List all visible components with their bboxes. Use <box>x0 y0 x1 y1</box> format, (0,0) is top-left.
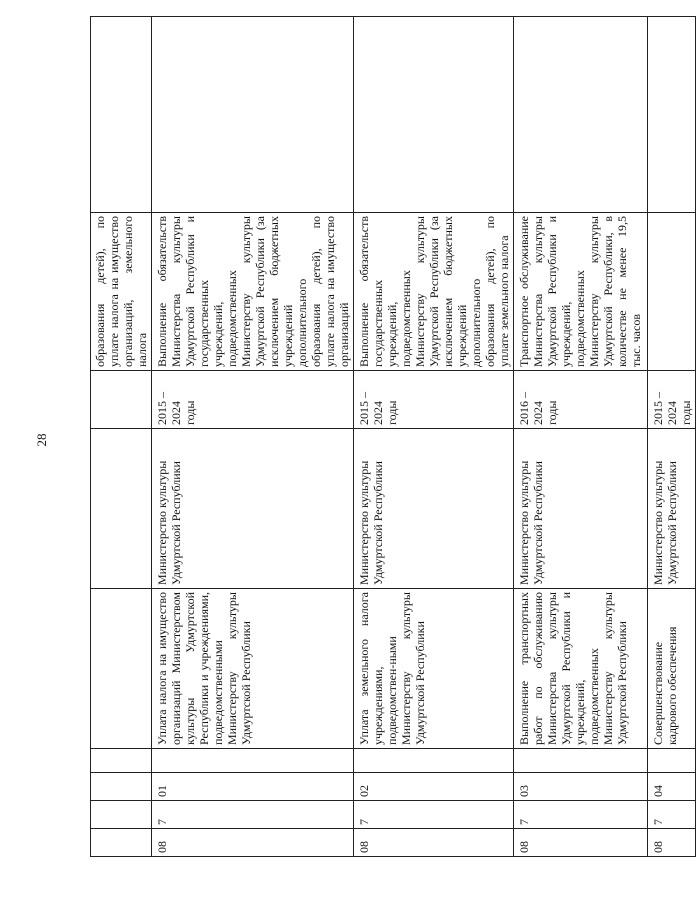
cell-indicator <box>648 213 696 371</box>
table-row-continued <box>91 17 152 857</box>
cell-gp <box>91 829 152 857</box>
cell-m <box>514 749 648 773</box>
cell-relation <box>648 17 696 213</box>
cell-om <box>91 773 152 801</box>
cell-name: Уплата земельного налога учреждениями, подведомствен-ными Министерству культуры Удмуртской Республики <box>354 589 514 749</box>
cell-period: 2015 – 2024 годы <box>648 371 696 429</box>
cell-indicator: образования детей), по уплате налога на имущество организаций, земельного налога <box>91 213 152 371</box>
cell-om: 04 <box>648 773 696 801</box>
cell-pp: 7 <box>514 801 648 829</box>
cell-pp: 7 <box>152 801 354 829</box>
cell-relation <box>91 17 152 213</box>
table-row <box>648 17 696 857</box>
cell-indicator: Транспортное обслуживание Министерства культуры Удмуртской Республики и учреждений, подведомственных Министерству культуры Удмуртской Республики, в количестве не менее 19,5 тыс. часов <box>514 213 648 371</box>
cell-period: 2015 – 2024 годы <box>152 371 354 429</box>
measures-table <box>90 16 696 857</box>
cell-gp: 08 <box>152 829 354 857</box>
cell-m <box>648 749 696 773</box>
cell-indicator: Выполнение обязательств Министерства культуры Удмуртской Республики и государственных учреждений, подведомственных Министерству культуры Удмуртской Республики (за исключением бюджетных учреждений дополнительного образования детей), по уплате налога на имущество организаций <box>152 213 354 371</box>
cell-period: 2015 – 2024 годы <box>354 371 514 429</box>
cell-relation <box>354 17 514 213</box>
cell-pp: 7 <box>648 801 696 829</box>
page-number: 28 <box>34 433 49 447</box>
cell-gp: 08 <box>354 829 514 857</box>
cell-om: 03 <box>514 773 648 801</box>
table-row <box>354 17 514 857</box>
cell-executor: Министерство культуры Удмуртской Республики <box>648 429 696 589</box>
table-row <box>514 17 648 857</box>
cell-name: Выполнение транспортных работ по обслуживанию Министерства культуры Удмуртской Республики и учреждений, подведомственных Министерству культуры Удмуртской Республики <box>514 589 648 749</box>
cell-executor <box>91 429 152 589</box>
cell-name: Совершенствование кадрового обеспечения <box>648 589 696 749</box>
rotated-table-wrapper <box>90 17 693 857</box>
cell-executor: Министерство культуры Удмуртской Республики <box>152 429 354 589</box>
cell-period <box>91 371 152 429</box>
cell-m <box>152 749 354 773</box>
cell-pp: 7 <box>354 801 514 829</box>
cell-gp: 08 <box>648 829 696 857</box>
cell-gp: 08 <box>514 829 648 857</box>
cell-name: Уплата налога на имущество организаций Министерством культуры Удмуртской Республики и учреждениями, подведомственными Министерству культуры Удмуртской Республики <box>152 589 354 749</box>
cell-executor: Министерство культуры Удмуртской Республики <box>354 429 514 589</box>
cell-name <box>91 589 152 749</box>
cell-m <box>91 749 152 773</box>
cell-relation <box>152 17 354 213</box>
cell-pp <box>91 801 152 829</box>
cell-om: 01 <box>152 773 354 801</box>
cell-executor: Министерство культуры Удмуртской Республики <box>514 429 648 589</box>
cell-relation <box>514 17 648 213</box>
cell-om: 02 <box>354 773 514 801</box>
cell-indicator: Выполнение обязательств государственных учреждений, подведомственных Министерству культуры Удмуртской Республики (за исключением бюджетных учреждений дополнительного образования детей), по уплате земельного налога <box>354 213 514 371</box>
cell-period: 2016 – 2024 годы <box>514 371 648 429</box>
cell-m <box>354 749 514 773</box>
table-row <box>152 17 354 857</box>
